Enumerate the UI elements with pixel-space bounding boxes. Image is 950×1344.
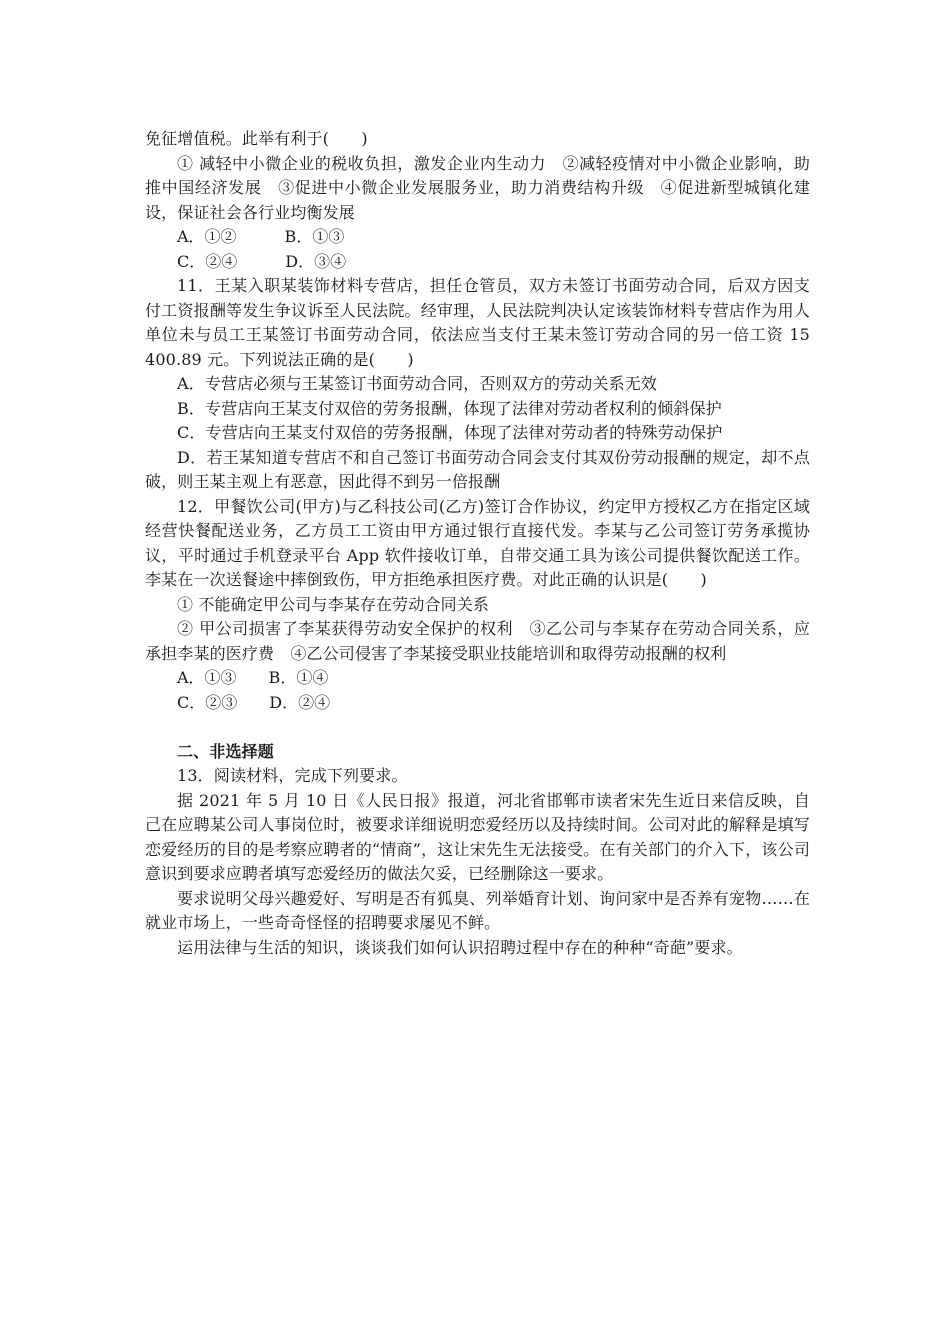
- page-content: [145, 127, 810, 960]
- q10-statements: ① 减轻中小微企业的税收负担，激发企业内生动力 ②减轻疫情对中小微企业影响，助推中国经济发展 ③促进中小微企业发展服务业，助力消费结构升级 ④促进新型城镇化建设，保证社会各行业均衡发展: [145, 153, 810, 222]
- section-title: 二、非选择题: [177, 741, 274, 761]
- q11-stem: 11．王某入职某装饰材料专营店，担任仓管员，双方未签订书面劳动合同，后双方因支付工资报酬等发生争议诉至人民法院。经审理，人民法院判决认定该装饰材料专营店作为用人单位未与员工王某签订书面劳动合同，依法应当支付王某未签订劳动合同的另一倍工资 15 400.89 元。下列说法正确的是( ): [145, 276, 810, 369]
- q11-option-a: A．专营店必须与王某签订书面劳动合同，否则双方的劳动关系无效: [177, 374, 658, 393]
- q10-options-row2: C．②④ D．③④: [177, 251, 347, 271]
- q13-stem: 13．阅读材料，完成下列要求。: [177, 766, 408, 785]
- q13-material-para-2: 要求说明父母兴趣爱好、写明是否有狐臭、列举婚育计划、询问家中是否养有宠物……在就业市场上，一些奇奇怪怪的招聘要求屡见不鲜。: [145, 888, 810, 932]
- q12-options-row1: A．①③ B．①④: [177, 668, 329, 687]
- q10-stem-tail: 免征增值税。此举有利于( ): [145, 129, 368, 148]
- q12-options-row2: C．②③ D．②④: [177, 692, 331, 712]
- q11-option-c: C．专营店向王某支付双倍的劳务报酬，体现了法律对劳动者的特殊劳动保护: [177, 423, 723, 442]
- q11-option-b: B．专营店向王某支付双倍的劳务报酬，体现了法律对劳动者权利的倾斜保护: [177, 398, 722, 418]
- q12-stem: 12．甲餐饮公司(甲方)与乙科技公司(乙方)签订合作协议，约定甲方授权乙方在指定区域经营快餐配送业务，乙方员工工资由甲方通过银行直接代发。李某与乙公司签订劳务承揽协议，平时通过手机登录平台 App 软件接收订单，自带交通工具为该公司提供餐饮配送工作。李某在一次送餐途中摔倒致伤，甲方拒绝承担医疗费。对此正确的认识是( ): [145, 496, 810, 589]
- q12-statement-2: ② 甲公司损害了李某获得劳动安全保护的权利 ③乙公司与李某存在劳动合同关系，应承担李某的医疗费 ④乙公司侵害了李某接受职业技能培训和取得劳动报酬的权利: [145, 619, 810, 663]
- q13-task: 运用法律与生活的知识，谈谈我们如何认识招聘过程中存在的种种“奇葩”要求。: [177, 937, 743, 957]
- q10-options-row1: A．①② B．①③: [177, 227, 345, 246]
- q13-material-para-1: 据 2021 年 5 月 10 日《人民日报》报道，河北省邯郸市读者宋先生近日来信反映，自己在应聘某公司人事岗位时，被要求详细说明恋爱经历以及持续时间。公司对此的解释是填写恋爱经历的目的是考察应聘者的“情商”，这让宋先生无法接受。在有关部门的介入下，该公司意识到要求应聘者填写恋爱经历的做法欠妥，已经删除这一要求。: [145, 790, 810, 883]
- section-gap: [145, 715, 810, 740]
- q11-option-d: D．若王某知道专营店不和自己签订书面劳动合同会支付其双份劳动报酬的规定，却不点破，则王某主观上有恶意，因此得不到另一倍报酬: [145, 447, 810, 491]
- q12-statement-1: ① 不能确定甲公司与李某存在劳动合同关系: [177, 594, 490, 614]
